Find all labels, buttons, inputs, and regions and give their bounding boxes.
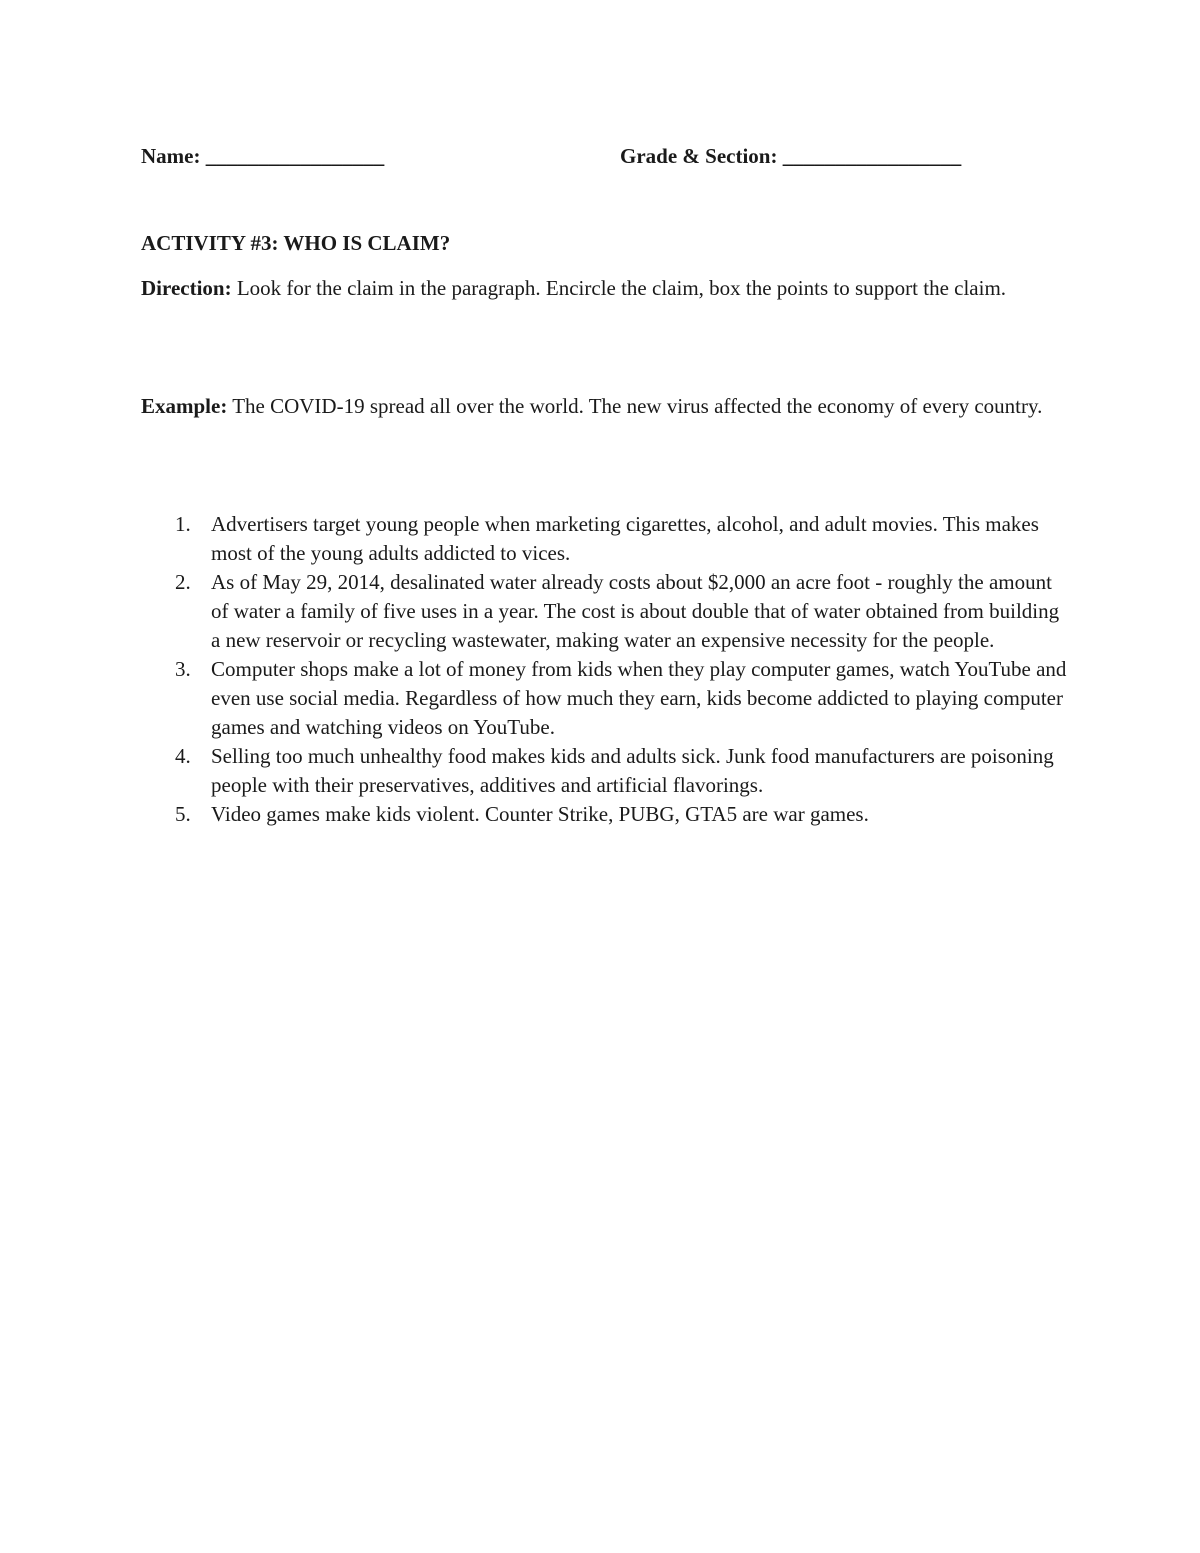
name-field (141, 142, 384, 171)
grade-section-blank: _________________ (782, 144, 962, 168)
item-number: 5. (175, 802, 191, 826)
item-text: Computer shops make a lot of money from kids when they play computer games, watch YouTube and even use social media. Regardless of how much they earn, kids become addicted to playing computer games and watching videos on YouTube. (211, 657, 1067, 739)
direction-text: Look for the claim in the paragraph. Encircle the claim, box the points to support the claim. (231, 276, 1007, 300)
header-row (141, 142, 1061, 172)
example-label: Example: (141, 394, 228, 418)
list-item (141, 510, 1071, 568)
item-number: 2. (175, 570, 191, 594)
direction-paragraph (141, 274, 1061, 303)
name-label: Name: (141, 144, 201, 168)
item-number: 4. (175, 744, 191, 768)
item-text: Advertisers target young people when marketing cigarettes, alcohol, and adult movies. This makes most of the young adults addicted to vices. (211, 512, 1039, 565)
item-text: Video games make kids violent. Counter Strike, PUBG, GTA5 are war games. (211, 802, 869, 826)
grade-section-label: Grade & Section: (620, 144, 778, 168)
item-number: 3. (175, 657, 191, 681)
direction-label: Direction: (141, 276, 232, 300)
item-number: 1. (175, 512, 191, 536)
name-blank: _________________ (205, 144, 385, 168)
example-paragraph (141, 392, 1061, 421)
claim-list (141, 510, 1071, 829)
list-item (141, 800, 1071, 829)
item-text: Selling too much unhealthy food makes kids and adults sick. Junk food manufacturers are poisoning people with their preservatives, additives and artificial flavorings. (211, 744, 1054, 797)
list-item (141, 742, 1071, 800)
list-item (141, 655, 1071, 742)
list-item (141, 568, 1071, 655)
grade-section-field (620, 142, 961, 171)
example-text: The COVID-19 spread all over the world. The new virus affected the economy of every country. (227, 394, 1043, 418)
item-text: As of May 29, 2014, desalinated water already costs about $2,000 an acre foot - roughly the amount of water a family of five uses in a year. The cost is about double that of water obtained from building a new reservoir or recycling wastewater, making water an expensive necessity for the people. (211, 570, 1060, 652)
activity-title: ACTIVITY #3: WHO IS CLAIM? (141, 231, 451, 255)
